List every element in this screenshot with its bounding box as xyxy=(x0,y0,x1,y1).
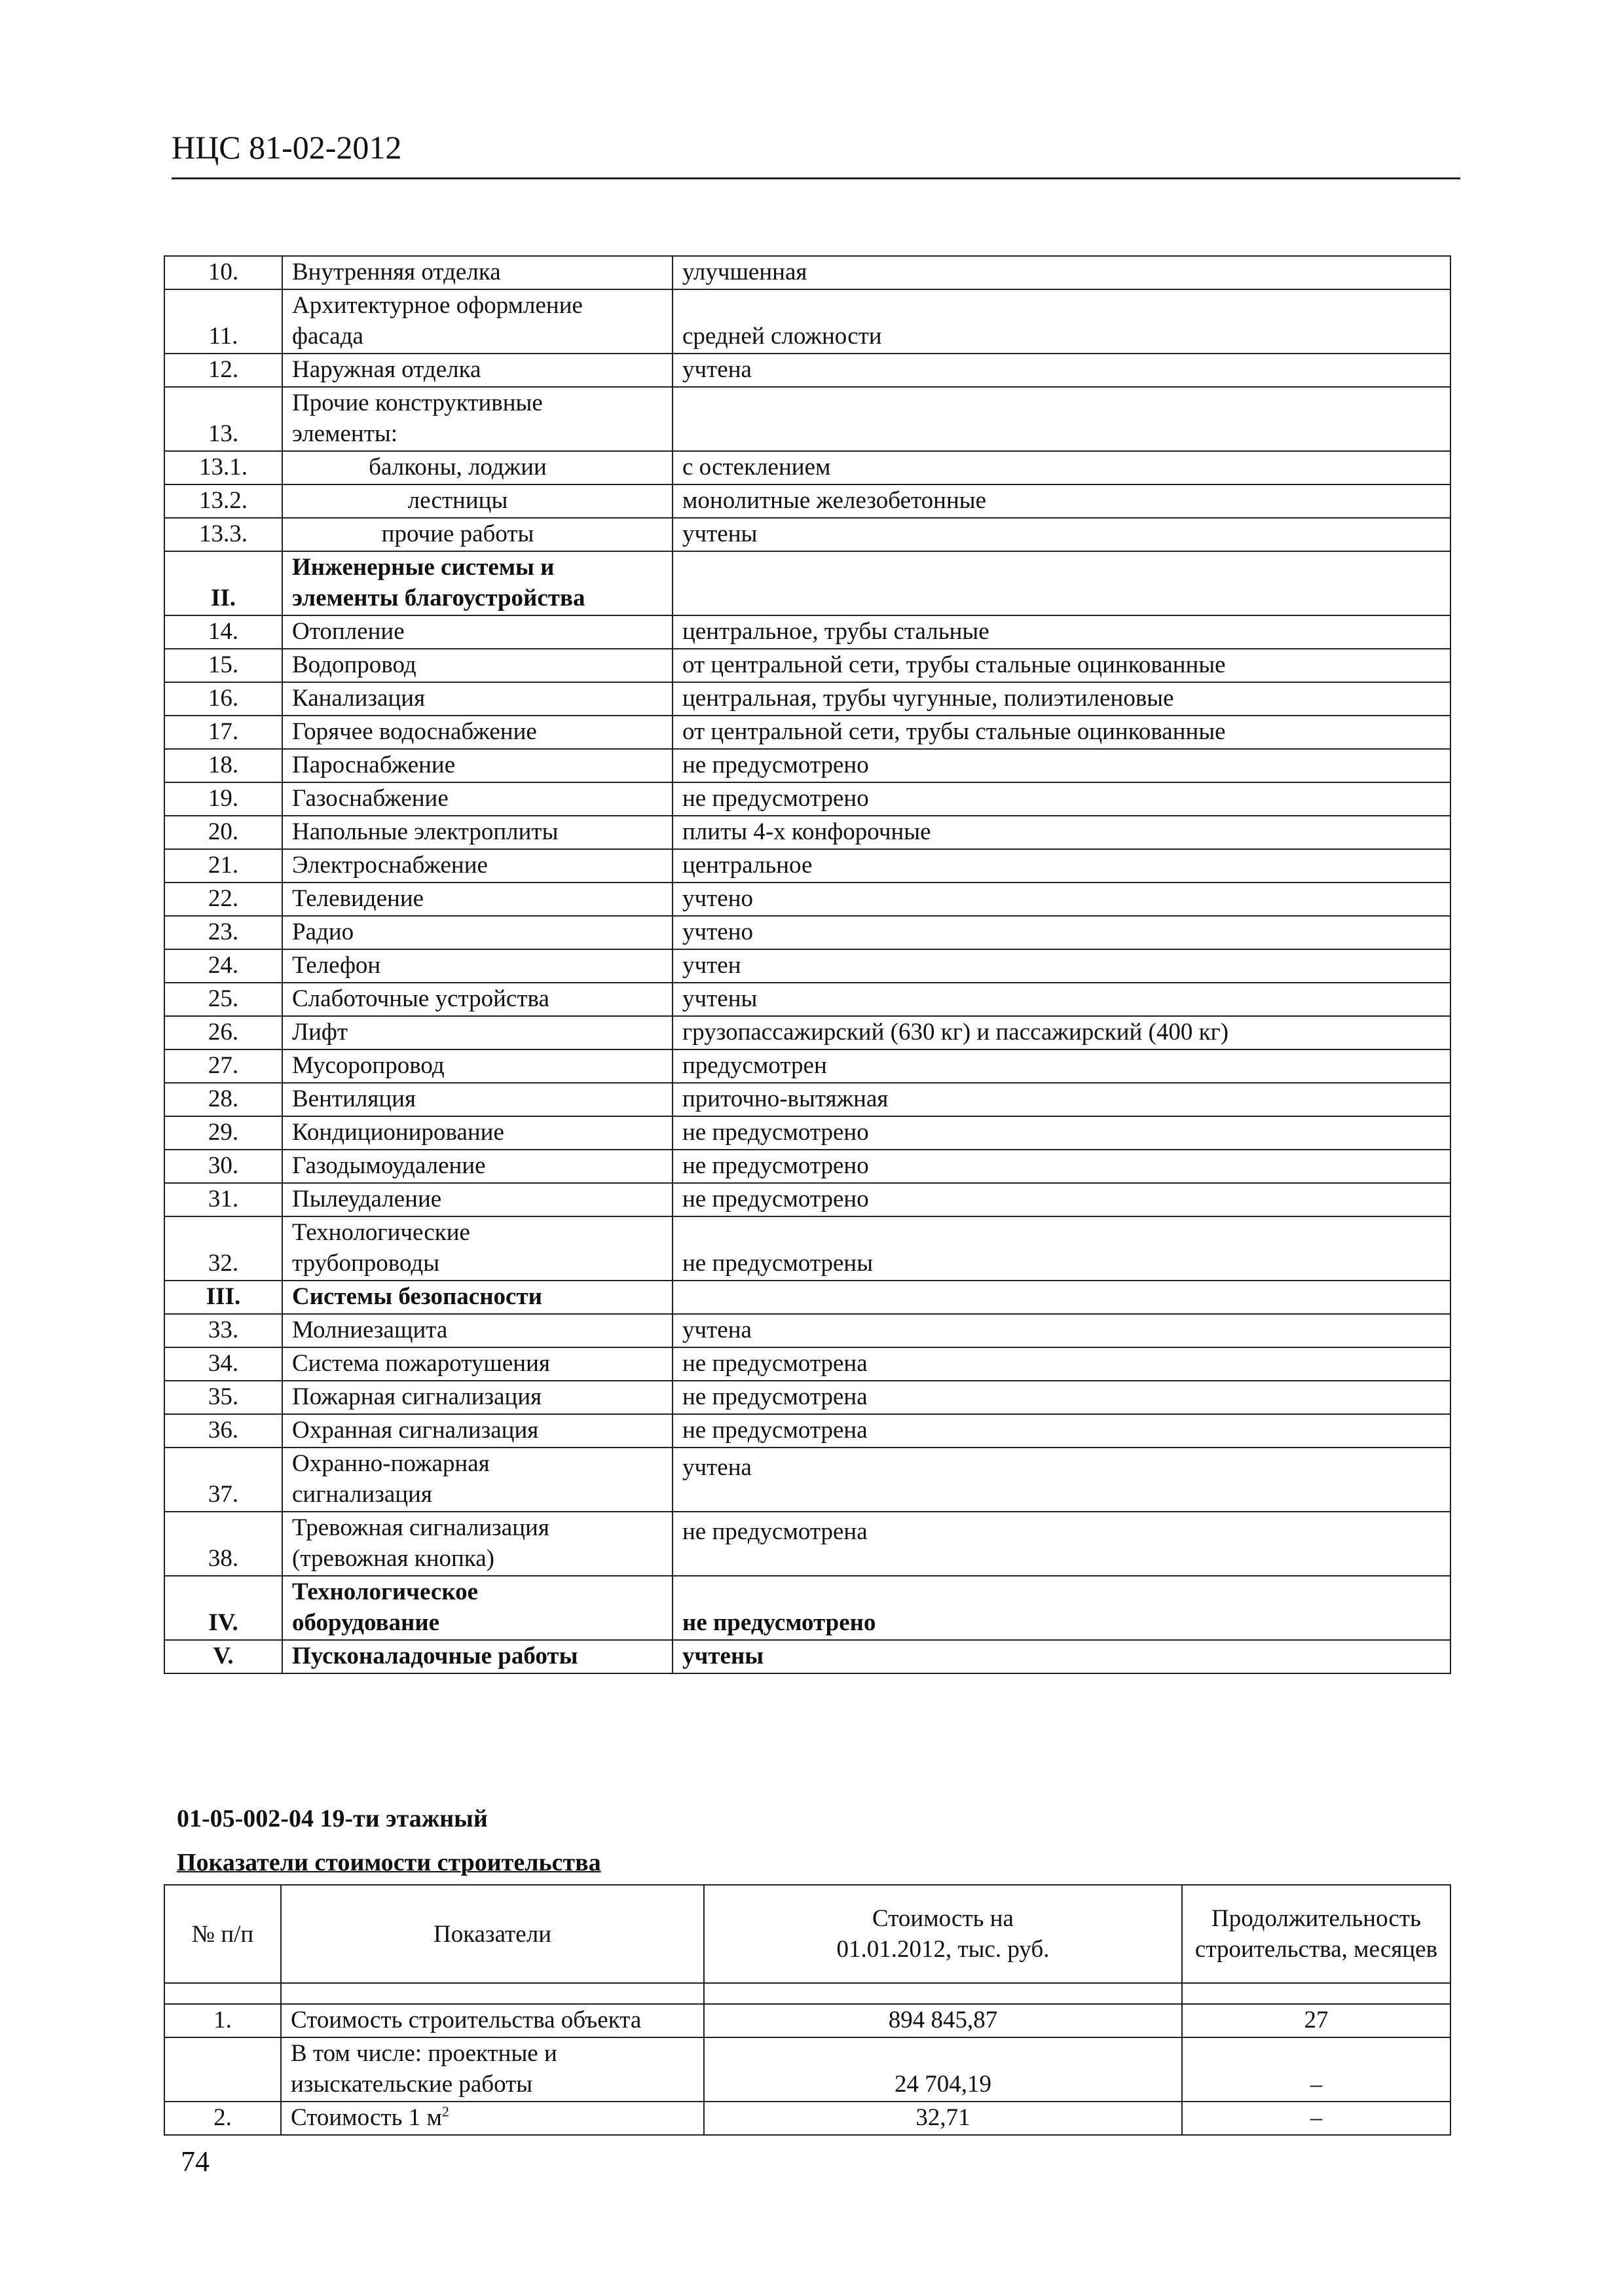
cost-row-cost: 32,71 xyxy=(704,2102,1182,2135)
spec-row-name-line: Кондиционирование xyxy=(292,1119,504,1146)
spec-row-value xyxy=(673,387,1450,451)
spec-row-value: учтена xyxy=(673,354,1450,387)
spec-row xyxy=(164,451,1450,484)
spec-row-value: не предусмотрены xyxy=(673,1216,1450,1281)
cost-row-name-superscript: 2 xyxy=(441,2103,449,2120)
spec-row-name xyxy=(282,1049,673,1083)
cost-indicators-table xyxy=(164,1884,1451,2136)
spec-row-number: 31. xyxy=(164,1183,282,1216)
spec-row-number: 27. xyxy=(164,1049,282,1083)
spec-row xyxy=(164,782,1450,816)
spec-row-name-line: элементы: xyxy=(292,420,398,447)
spec-row-number: 18. xyxy=(164,749,282,782)
spec-row-name xyxy=(282,256,673,289)
spec-row xyxy=(164,649,1450,682)
spec-row-value: учтена xyxy=(673,1314,1450,1347)
spec-row-value: учтены xyxy=(673,518,1450,551)
spec-row-name xyxy=(282,1183,673,1216)
spec-row-name xyxy=(282,1448,673,1512)
cost-row-cost: 894 845,87 xyxy=(704,2004,1182,2037)
spec-row-name xyxy=(282,484,673,518)
spec-row-name-line: Горячее водоснабжение xyxy=(292,718,537,745)
spec-row xyxy=(164,1083,1450,1116)
spec-row-name xyxy=(282,1512,673,1576)
spec-row-name-line: Технологическое xyxy=(292,1578,479,1605)
spec-row-name xyxy=(282,716,673,749)
spec-row-name-line: Тревожная сигнализация xyxy=(292,1514,549,1541)
cost-row-number xyxy=(164,2037,281,2102)
spec-row-name-line: Лифт xyxy=(292,1019,348,1046)
spec-row xyxy=(164,1150,1450,1183)
spec-row-number: 10. xyxy=(164,256,282,289)
spec-row-number: V. xyxy=(164,1640,282,1673)
spec-row xyxy=(164,1049,1450,1083)
spec-row-name-line: лестницы xyxy=(407,487,508,514)
spec-row-name-line: Телефон xyxy=(292,952,381,979)
spec-row xyxy=(164,682,1450,716)
spec-row-name-line: прочие работы xyxy=(381,520,534,547)
spec-row-number: 34. xyxy=(164,1347,282,1381)
spec-row-name xyxy=(282,1347,673,1381)
cost-row-number: 2. xyxy=(164,2102,281,2135)
spec-row-name-line: Слаботочные устройства xyxy=(292,985,549,1012)
spec-row-value: не предусмотрено xyxy=(673,1150,1450,1183)
spec-row-name xyxy=(282,849,673,883)
spec-row xyxy=(164,1116,1450,1150)
spec-row xyxy=(164,1347,1450,1381)
cost-row-name-text: Стоимость 1 м xyxy=(291,2104,442,2131)
spec-row-value: не предусмотрено xyxy=(673,1576,1450,1640)
spec-row-name xyxy=(282,1640,673,1673)
spec-row-name xyxy=(282,1083,673,1116)
spec-row xyxy=(164,518,1450,551)
spec-row-number: 13. xyxy=(164,387,282,451)
spec-row-number: II. xyxy=(164,551,282,615)
spec-row xyxy=(164,1640,1450,1673)
spec-row-name xyxy=(282,883,673,916)
spec-row-value: не предусмотрено xyxy=(673,782,1450,816)
header-cost: Стоимость на 01.01.2012, тыс. руб. xyxy=(704,1885,1182,1983)
spec-row-number: 24. xyxy=(164,949,282,983)
spec-row xyxy=(164,916,1450,949)
cost-row-duration: – xyxy=(1182,2102,1450,2135)
spec-row-name-line: Системы безопасности xyxy=(292,1283,542,1310)
spec-row-name-line: балконы, лоджии xyxy=(369,454,547,481)
spec-row-name xyxy=(282,1414,673,1448)
spec-row-value: учтена xyxy=(673,1448,1450,1512)
spec-row-name-line: Охранно-пожарная xyxy=(292,1450,490,1477)
spec-row-name xyxy=(282,551,673,615)
spec-row-name-line: Охранная сигнализация xyxy=(292,1417,539,1444)
spec-row-name-line: Архитектурное оформление xyxy=(292,292,583,319)
section-code-heading: 01-05-002-04 19-ти этажный xyxy=(177,1805,488,1832)
spec-row-name-line: Отопление xyxy=(292,618,405,645)
spec-row-name-line: Телевидение xyxy=(292,885,424,912)
spec-row-name-line: Пусконаладочные работы xyxy=(292,1643,578,1669)
spec-row-number: 11. xyxy=(164,289,282,354)
cost-row xyxy=(164,2004,1450,2037)
spec-row-number: 38. xyxy=(164,1512,282,1576)
spec-row-name-line: Внутренняя отделка xyxy=(292,259,501,285)
spec-row-name xyxy=(282,749,673,782)
spec-row xyxy=(164,289,1450,354)
spec-row-name-line: Напольные электроплиты xyxy=(292,818,559,845)
spec-row-number: 15. xyxy=(164,649,282,682)
spec-row-value: учтены xyxy=(673,1640,1450,1673)
spec-row-number: 23. xyxy=(164,916,282,949)
spec-row-name xyxy=(282,354,673,387)
spec-row xyxy=(164,1381,1450,1414)
spec-row-name xyxy=(282,1016,673,1049)
spec-row-name-line: элементы благоустройства xyxy=(292,585,585,611)
page-header-title: НЦС 81-02-2012 xyxy=(172,129,402,166)
spec-row-name-line: Наружная отделка xyxy=(292,356,481,383)
spec-row xyxy=(164,716,1450,749)
spec-row xyxy=(164,354,1450,387)
cost-row-name: Стоимость строительства объекта xyxy=(281,2004,704,2037)
spec-row-name xyxy=(282,1576,673,1640)
spec-row xyxy=(164,615,1450,649)
spec-row-value: не предусмотрена xyxy=(673,1512,1450,1576)
spec-row-name xyxy=(282,983,673,1016)
spec-row-value xyxy=(673,1281,1450,1314)
spec-row-value: с остеклением xyxy=(673,451,1450,484)
spec-row-name xyxy=(282,387,673,451)
spec-row xyxy=(164,256,1450,289)
spec-row-value: от центральной сети, трубы стальные оцинкованные xyxy=(673,649,1450,682)
spec-row-value: учтен xyxy=(673,949,1450,983)
spec-row-name xyxy=(282,1216,673,1281)
cost-row xyxy=(164,2037,1450,2102)
spec-row-name xyxy=(282,289,673,354)
spec-row-value: учтено xyxy=(673,883,1450,916)
spec-row-value: приточно-вытяжная xyxy=(673,1083,1450,1116)
spec-row-name-line: Вентиляция xyxy=(292,1085,416,1112)
spec-row-name xyxy=(282,615,673,649)
spec-row-name-line: Инженерные системы и xyxy=(292,554,555,581)
spec-row-number: 35. xyxy=(164,1381,282,1414)
cost-row xyxy=(164,2102,1450,2135)
spec-row-number: 14. xyxy=(164,615,282,649)
spec-row-name xyxy=(282,518,673,551)
spec-row-name xyxy=(282,682,673,716)
spec-row xyxy=(164,387,1450,451)
spec-row-value: грузопассажирский (630 кг) и пассажирский (400 кг) xyxy=(673,1016,1450,1049)
spec-row-name-line: Водопровод xyxy=(292,651,416,678)
spec-row-value: улучшенная xyxy=(673,256,1450,289)
spec-row-number: 12. xyxy=(164,354,282,387)
cost-row-number: 1. xyxy=(164,2004,281,2037)
spec-row xyxy=(164,1314,1450,1347)
spec-row-value: плиты 4-х конфорочные xyxy=(673,816,1450,849)
spec-row-name-line: Молниезащита xyxy=(292,1317,448,1343)
spec-row-name-line: Газоснабжение xyxy=(292,785,449,812)
spec-row-value: монолитные железобетонные xyxy=(673,484,1450,518)
spec-row xyxy=(164,883,1450,916)
spec-row-number: 37. xyxy=(164,1448,282,1512)
spec-row-name-line: Пылеудаление xyxy=(292,1186,442,1212)
spec-row-number: 28. xyxy=(164,1083,282,1116)
spec-row-name-line: Мусоропровод xyxy=(292,1052,445,1079)
spec-row-name xyxy=(282,1314,673,1347)
spec-row-value: учтено xyxy=(673,916,1450,949)
header-duration: Продолжительность строительства, месяцев xyxy=(1182,1885,1450,1983)
spec-row-name-line: Радио xyxy=(292,919,354,945)
spec-row-name xyxy=(282,916,673,949)
spec-row-name xyxy=(282,1150,673,1183)
spec-row-name xyxy=(282,1381,673,1414)
spec-row xyxy=(164,1016,1450,1049)
spec-row xyxy=(164,849,1450,883)
spec-row-name-line: Технологические xyxy=(292,1219,470,1246)
spec-row-name-line: Система пожаротушения xyxy=(292,1350,550,1377)
spec-row-name-line: оборудование xyxy=(292,1609,440,1636)
header-indicators: Показатели xyxy=(281,1885,704,1983)
spec-row-value: центральное xyxy=(673,849,1450,883)
spec-row-number: 16. xyxy=(164,682,282,716)
spec-row-number: 29. xyxy=(164,1116,282,1150)
spec-row-number: 13.2. xyxy=(164,484,282,518)
cost-row-name: В том числе: проектные и изыскательские работы xyxy=(281,2037,704,2102)
page-number: 74 xyxy=(181,2145,210,2178)
spec-row-name xyxy=(282,1281,673,1314)
spec-row xyxy=(164,1281,1450,1314)
cost-row-duration: 27 xyxy=(1182,2004,1450,2037)
spec-row-name-line: фасада xyxy=(292,323,363,350)
cost-row-name xyxy=(281,2102,704,2135)
specification-table xyxy=(164,255,1451,1674)
spec-row-name-line: (тревожная кнопка) xyxy=(292,1545,494,1572)
spec-row-number: 33. xyxy=(164,1314,282,1347)
spec-row xyxy=(164,816,1450,849)
cost-row-cost: 24 704,19 xyxy=(704,2037,1182,2102)
spec-row xyxy=(164,1576,1450,1640)
cost-table-title: Показатели стоимости строительства xyxy=(177,1849,601,1876)
spec-row-name-line: Пожарная сигнализация xyxy=(292,1383,542,1410)
spec-row xyxy=(164,484,1450,518)
cost-table-spacer xyxy=(164,1983,1450,2004)
spec-row-value: предусмотрен xyxy=(673,1049,1450,1083)
spec-row-name xyxy=(282,451,673,484)
spec-row-value: не предусмотрено xyxy=(673,749,1450,782)
spec-row-number: 13.1. xyxy=(164,451,282,484)
spec-row-number: 30. xyxy=(164,1150,282,1183)
header-divider xyxy=(172,177,1460,179)
spec-row-number: 36. xyxy=(164,1414,282,1448)
spec-row-name xyxy=(282,782,673,816)
spec-row xyxy=(164,1414,1450,1448)
spec-row-value: учтены xyxy=(673,983,1450,1016)
spec-row xyxy=(164,1448,1450,1512)
spec-row-name-line: Канализация xyxy=(292,685,426,712)
spec-row-name-line: Газодымоудаление xyxy=(292,1152,486,1179)
spec-row-number: 13.3. xyxy=(164,518,282,551)
spec-row-number: 32. xyxy=(164,1216,282,1281)
spec-row xyxy=(164,749,1450,782)
spec-row-number: 22. xyxy=(164,883,282,916)
spec-row-name-line: трубопроводы xyxy=(292,1250,440,1277)
spec-row-number: 21. xyxy=(164,849,282,883)
spec-row-value: средней сложности xyxy=(673,289,1450,354)
spec-row xyxy=(164,1512,1450,1576)
spec-row-number: 26. xyxy=(164,1016,282,1049)
spec-row-number: IV. xyxy=(164,1576,282,1640)
spec-row-value: не предусмотрено xyxy=(673,1116,1450,1150)
spec-row-value: от центральной сети, трубы стальные оцинкованные xyxy=(673,716,1450,749)
spec-row xyxy=(164,551,1450,615)
cost-row-duration: – xyxy=(1182,2037,1450,2102)
spec-row xyxy=(164,1183,1450,1216)
spec-row-number: 25. xyxy=(164,983,282,1016)
spec-row-number: 17. xyxy=(164,716,282,749)
spec-row-value: центральное, трубы стальные xyxy=(673,615,1450,649)
spec-row-name xyxy=(282,1116,673,1150)
spec-row-value: не предусмотрена xyxy=(673,1414,1450,1448)
spec-row-name xyxy=(282,816,673,849)
header-number: № п/п xyxy=(164,1885,281,1983)
cost-table-header-row xyxy=(164,1885,1450,1983)
spec-row-name-line: Пароснабжение xyxy=(292,752,456,778)
spec-row-value: не предусмотрена xyxy=(673,1347,1450,1381)
spec-row-name xyxy=(282,649,673,682)
spec-row-value: центральная, трубы чугунные, полиэтиленовые xyxy=(673,682,1450,716)
spec-row-name-line: Электроснабжение xyxy=(292,852,488,879)
spec-row xyxy=(164,983,1450,1016)
spec-row-name-line: сигнализация xyxy=(292,1481,432,1508)
spec-row xyxy=(164,949,1450,983)
spec-row-value: не предусмотрено xyxy=(673,1183,1450,1216)
specification-table-body xyxy=(164,256,1450,1673)
spec-row-name xyxy=(282,949,673,983)
spec-row-number: III. xyxy=(164,1281,282,1314)
spec-row-number: 20. xyxy=(164,816,282,849)
spec-row-number: 19. xyxy=(164,782,282,816)
spec-row-value: не предусмотрена xyxy=(673,1381,1450,1414)
spec-row-value xyxy=(673,551,1450,615)
spec-row-name-line: Прочие конструктивные xyxy=(292,390,543,416)
spec-row xyxy=(164,1216,1450,1281)
